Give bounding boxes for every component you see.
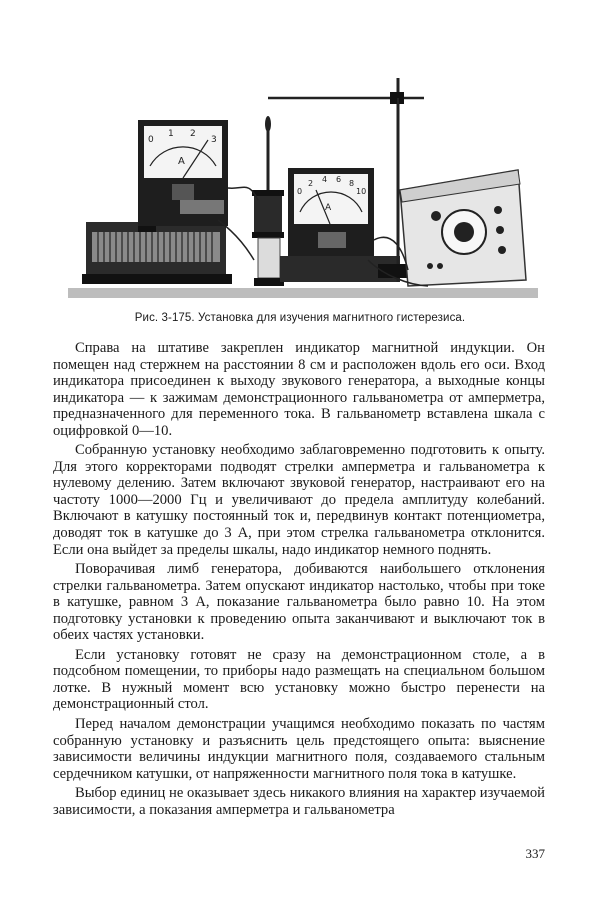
- paragraph: Поворачивая лимб генератора, добиваются наибольшего отклонения стрелки гальванометра. Затем опускают индикатор настолько, чтобы при токе в катушке, равном 3 А, показание гальванометра было равно 10. На этом подготовку установки к проведению опыта заканчивают и выключают ток в обеих частях установки.: [53, 561, 545, 644]
- paragraph: Перед началом демонстрации учащимся необходимо показать по частям собранную установку и разъяснить цель предстоящего опыта: выяснение зависимости величины индукции магнитного поля, создаваемого стальным сердечником катушки, от напряженности магнитного поля тока в катушке.: [53, 716, 545, 782]
- galvanometer-tick: 0: [297, 187, 303, 196]
- table-surface: [68, 288, 538, 298]
- sound-generator: [400, 170, 526, 286]
- page-number: 337: [525, 846, 545, 861]
- paragraph: Справа на штативе закреплен индикатор магнитной индукции. Он помещен над стержнем на расстоянии 8 см и расположен вдоль его оси. Вход индикатора присоединен к выходу звукового генератора, а выходные концы индикатора — к зажимам демонстрационного гальванометра от амперметра, предназначенного для переменного тока. В гальванометр вставлена шкала с оцифровкой 0—10.: [53, 340, 545, 439]
- galvanometer-tick: 2: [308, 179, 314, 188]
- ammeter-tick: 3: [211, 135, 217, 145]
- coil-with-core: [252, 116, 284, 286]
- ammeter: [138, 120, 228, 226]
- ammeter-tick: 1: [168, 129, 174, 139]
- figure-caption: Рис. 3-175. Установка для изучения магнитного гистерезиса.: [134, 312, 466, 324]
- ammeter-unit: A: [178, 156, 185, 167]
- paragraph: Выбор единиц не оказывает здесь никакого влияния на характер изучаемой зависимости, а показания амперметра и гальванометра: [53, 785, 545, 818]
- ammeter-tick: 2: [190, 129, 196, 139]
- paragraph: Собранную установку необходимо заблаговременно подготовить к опыту. Для этого корректорами подводят стрелки амперметра и гальванометра к нулевому делению. Затем включают звуковой генератор, настраивают его на частоту 1000—2000 Гц и увеличивают до предела амплитуду колебаний. Включают в катушку постоянный ток и, передвинув контакт потенциометра, доводят ток в катушке до 3 А, при этом стрелка гальванометра отклонится. Если она выйдет за пределы шкалы, надо индикатор немного поднять.: [53, 442, 545, 558]
- body-text: [53, 340, 545, 821]
- galvanometer-tick: 4: [322, 175, 328, 184]
- rheostat: [82, 220, 232, 284]
- galvanometer-tick: 10: [356, 187, 367, 196]
- paragraph: Если установку готовят не сразу на демонстрационном столе, а в подсобном помещении, то приборы надо размещать на специальном большом лотке. В нужный момент всю установку можно быстро перенести на демонстрационный стол.: [53, 646, 545, 713]
- ammeter-tick: 0: [148, 135, 154, 145]
- galvanometer-tick: 8: [349, 179, 355, 188]
- figure-photo: [68, 60, 538, 310]
- galvanometer-unit: A: [325, 203, 332, 213]
- galvanometer-tick: 6: [336, 175, 342, 184]
